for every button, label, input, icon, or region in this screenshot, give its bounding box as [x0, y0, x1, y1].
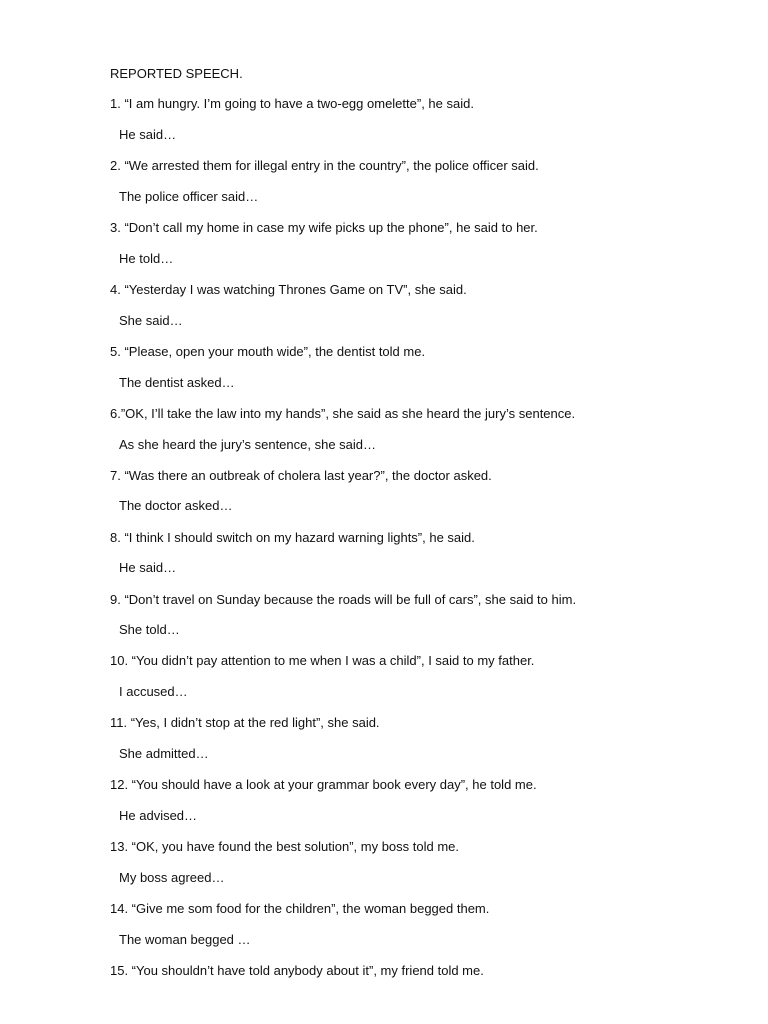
exercise-sentence-11: 11. “Yes, I didn’t stop at the red light”, she said. [110, 715, 380, 730]
reported-prompt-4: She said… [119, 313, 183, 328]
reported-prompt-8: He said… [119, 560, 177, 575]
exercise-sentence-7: 7. “Was there an outbreak of cholera last year?”, the doctor asked. [110, 468, 492, 483]
exercise-sentence-3: 3. “Don’t call my home in case my wife picks up the phone”, he said to her. [110, 220, 538, 235]
reported-prompt-13: My boss agreed… [119, 870, 225, 885]
exercise-sentence-9: 9. “Don’t travel on Sunday because the roads will be full of cars”, she said to him. [110, 592, 577, 607]
exercise-sentence-2: 2. “We arrested them for illegal entry in the country”, the police officer said. [110, 158, 539, 173]
exercise-sentence-5: 5. “Please, open your mouth wide”, the dentist told me. [110, 344, 426, 359]
reported-prompt-10: I accused… [119, 684, 188, 699]
exercise-sentence-12: 12. “You should have a look at your grammar book every day”, he told me. [110, 777, 537, 792]
reported-prompt-7: The doctor asked… [119, 498, 233, 513]
reported-prompt-12: He advised… [119, 808, 198, 823]
reported-prompt-11: She admitted… [119, 746, 209, 761]
reported-prompt-5: The dentist asked… [119, 375, 235, 390]
exercise-sentence-10: 10. “You didn’t pay attention to me when I was a child”, I said to my father. [110, 653, 535, 668]
exercise-sentence-8: 8. “I think I should switch on my hazard warning lights”, he said. [110, 530, 475, 545]
reported-prompt-1: He said… [119, 127, 177, 142]
reported-prompt-3: He told… [119, 251, 174, 266]
exercise-sentence-1: 1. “I am hungry. I’m going to have a two-egg omelette”, he said. [110, 96, 474, 111]
exercise-sentence-4: 4. “Yesterday I was watching Thrones Game on TV”, she said. [110, 282, 467, 297]
document-title: REPORTED SPEECH. [110, 66, 243, 81]
reported-prompt-2: The police officer said… [119, 189, 259, 204]
reported-prompt-14: The woman begged … [119, 932, 251, 947]
reported-prompt-6: As she heard the jury’s sentence, she said… [119, 437, 377, 452]
reported-prompt-9: She told… [119, 622, 180, 637]
exercise-sentence-15: 15. “You shouldn’t have told anybody about it”, my friend told me. [110, 963, 484, 978]
exercise-sentence-13: 13. “OK, you have found the best solution”, my boss told me. [110, 839, 460, 854]
exercise-sentence-14: 14. “Give me som food for the children”, the woman begged them. [110, 901, 490, 916]
exercise-sentence-6: 6.”OK, I’ll take the law into my hands”, she said as she heard the jury’s sentence. [110, 406, 576, 421]
